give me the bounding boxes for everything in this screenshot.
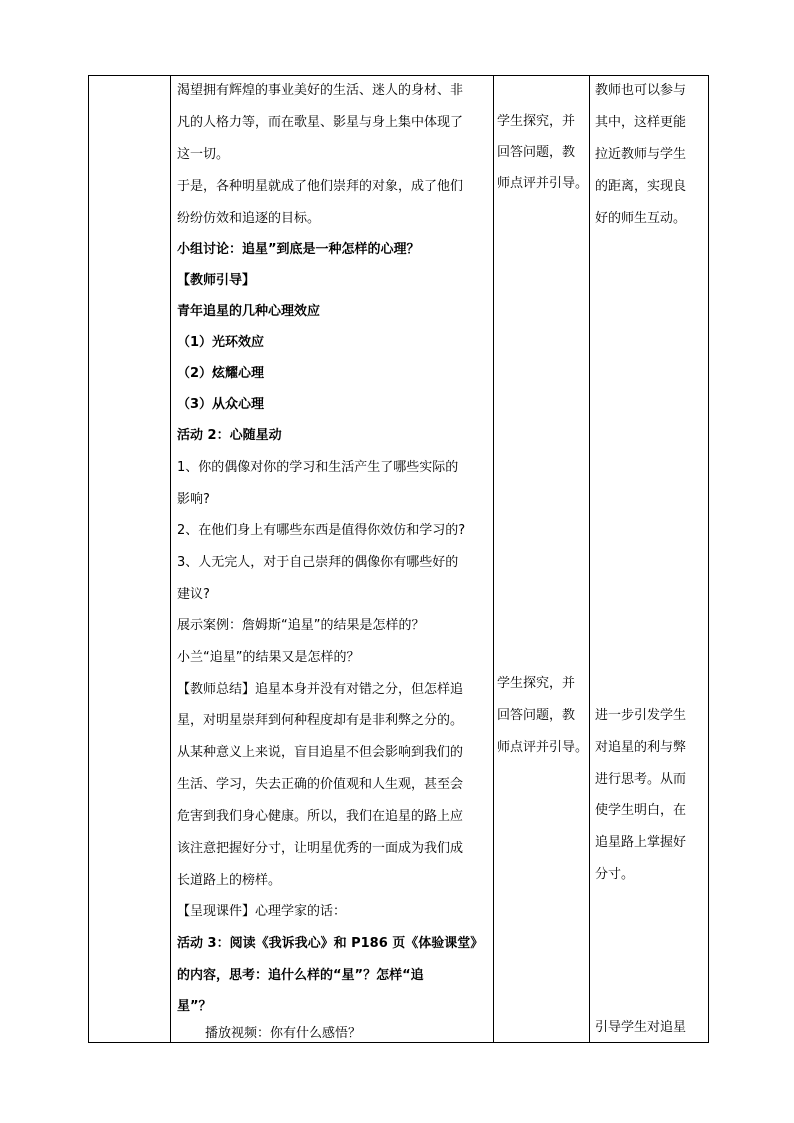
activity-3-heading: 活动 3：阅读《我诉我心》和 P186 页《体验课堂》	[177, 936, 484, 951]
content-line: 青年追星的几种心理效应	[177, 304, 321, 319]
content-column-cell	[171, 76, 494, 1043]
content-line	[177, 682, 489, 698]
intent-line: 其中，这样更能	[595, 115, 687, 130]
activity-line: 师点评并引导。	[497, 740, 589, 755]
content-line: 于是，各种明星就成了他们崇拜的对象，成了他们	[177, 179, 464, 194]
teacher-guide-heading: 【教师引导】	[177, 273, 256, 288]
activity-line: 回答问题，教	[497, 708, 576, 723]
content-text: 追星本身并没有对错之分，但怎样追	[255, 682, 464, 697]
content-line: 展示案例：詹姆斯“追星”的结果是怎样的？	[177, 618, 425, 633]
table-row	[89, 76, 709, 1043]
content-line: 生活、学习，失去正确的价值观和人生观，甚至会	[177, 777, 464, 792]
content-line: 该注意把握好分寸，让明星优秀的一面成为我们成	[177, 841, 464, 856]
present-slides-heading: 【呈现课件】	[177, 904, 256, 919]
content-line: 星，对明星崇拜到何种程度却有是非利弊之分的。	[177, 713, 464, 728]
intent-line: 分寸。	[595, 867, 635, 882]
teacher-summary-heading: 【教师总结】	[177, 682, 256, 697]
intent-line: 教师也可以参与	[595, 83, 687, 98]
group-discussion-heading: 小组讨论：追星”到底是一种怎样的心理？	[177, 242, 420, 257]
intent-line: 使学生明白，在	[595, 803, 687, 818]
content-line: 危害到我们身心健康。所以，我们在追星的路上应	[177, 809, 464, 824]
content-line: （3）从众心理	[177, 397, 265, 412]
content-line: 纷纷仿效和追逐的目标。	[177, 211, 321, 226]
content-line: 2、在他们身上有哪些东西是值得你效仿和学习的?	[177, 523, 466, 538]
activity-line: 师点评并引导。	[497, 176, 589, 191]
intent-line: 追星路上掌握好	[595, 835, 687, 850]
intent-line: 进行思考。从而	[595, 772, 687, 787]
content-line: 建议?	[177, 587, 210, 602]
content-line: 星”？	[177, 999, 212, 1014]
content-line: 长道路上的榜样。	[177, 873, 282, 888]
content-line	[177, 904, 489, 920]
activity-2-heading: 活动 2：心随星动	[177, 428, 282, 443]
content-line: 从某种意义上来说，盲目追星不但会影响到我们的	[177, 745, 464, 760]
activity-column-cell	[494, 76, 590, 1043]
intent-column-cell	[590, 76, 709, 1043]
content-line: （1）光环效应	[177, 335, 265, 350]
content-line: 凡的人格力等，而在歌星、影星与身上集中体现了	[177, 115, 464, 130]
intent-line: 引导学生对追星	[595, 1020, 687, 1035]
intent-line: 对追星的利与弊	[595, 740, 687, 755]
activity-line: 回答问题，教	[497, 145, 576, 160]
content-line: 小兰“追星”的结果又是怎样的？	[177, 650, 360, 665]
stage-column-cell	[89, 76, 171, 1043]
content-text: 心理学家的话：	[255, 904, 347, 919]
intent-line: 进一步引发学生	[595, 708, 687, 723]
content-line: 3、人无完人，对于自己崇拜的偶像你有哪些好的	[177, 555, 459, 570]
content-line: 渴望拥有辉煌的事业美好的生活、迷人的身材、非	[177, 83, 464, 98]
content-line: 1、你的偶像对你的学习和生活产生了哪些实际的	[177, 460, 459, 475]
intent-line: 拉近教师与学生	[595, 147, 687, 162]
lesson-plan-table	[88, 75, 709, 1043]
intent-line: 好的师生互动。	[595, 211, 687, 226]
content-line: 的内容，思考：追什么样的“星”？怎样“追	[177, 968, 424, 983]
content-line: 这一切。	[177, 147, 230, 162]
intent-line: 的距离，实现良	[595, 179, 687, 194]
content-line: 影响?	[177, 492, 210, 507]
content-line: （2）炫耀心理	[177, 366, 265, 381]
content-line: 播放视频：你有什么感悟？	[205, 1026, 362, 1041]
activity-line: 学生探究，并	[497, 676, 576, 691]
activity-line: 学生探究，并	[497, 114, 576, 129]
